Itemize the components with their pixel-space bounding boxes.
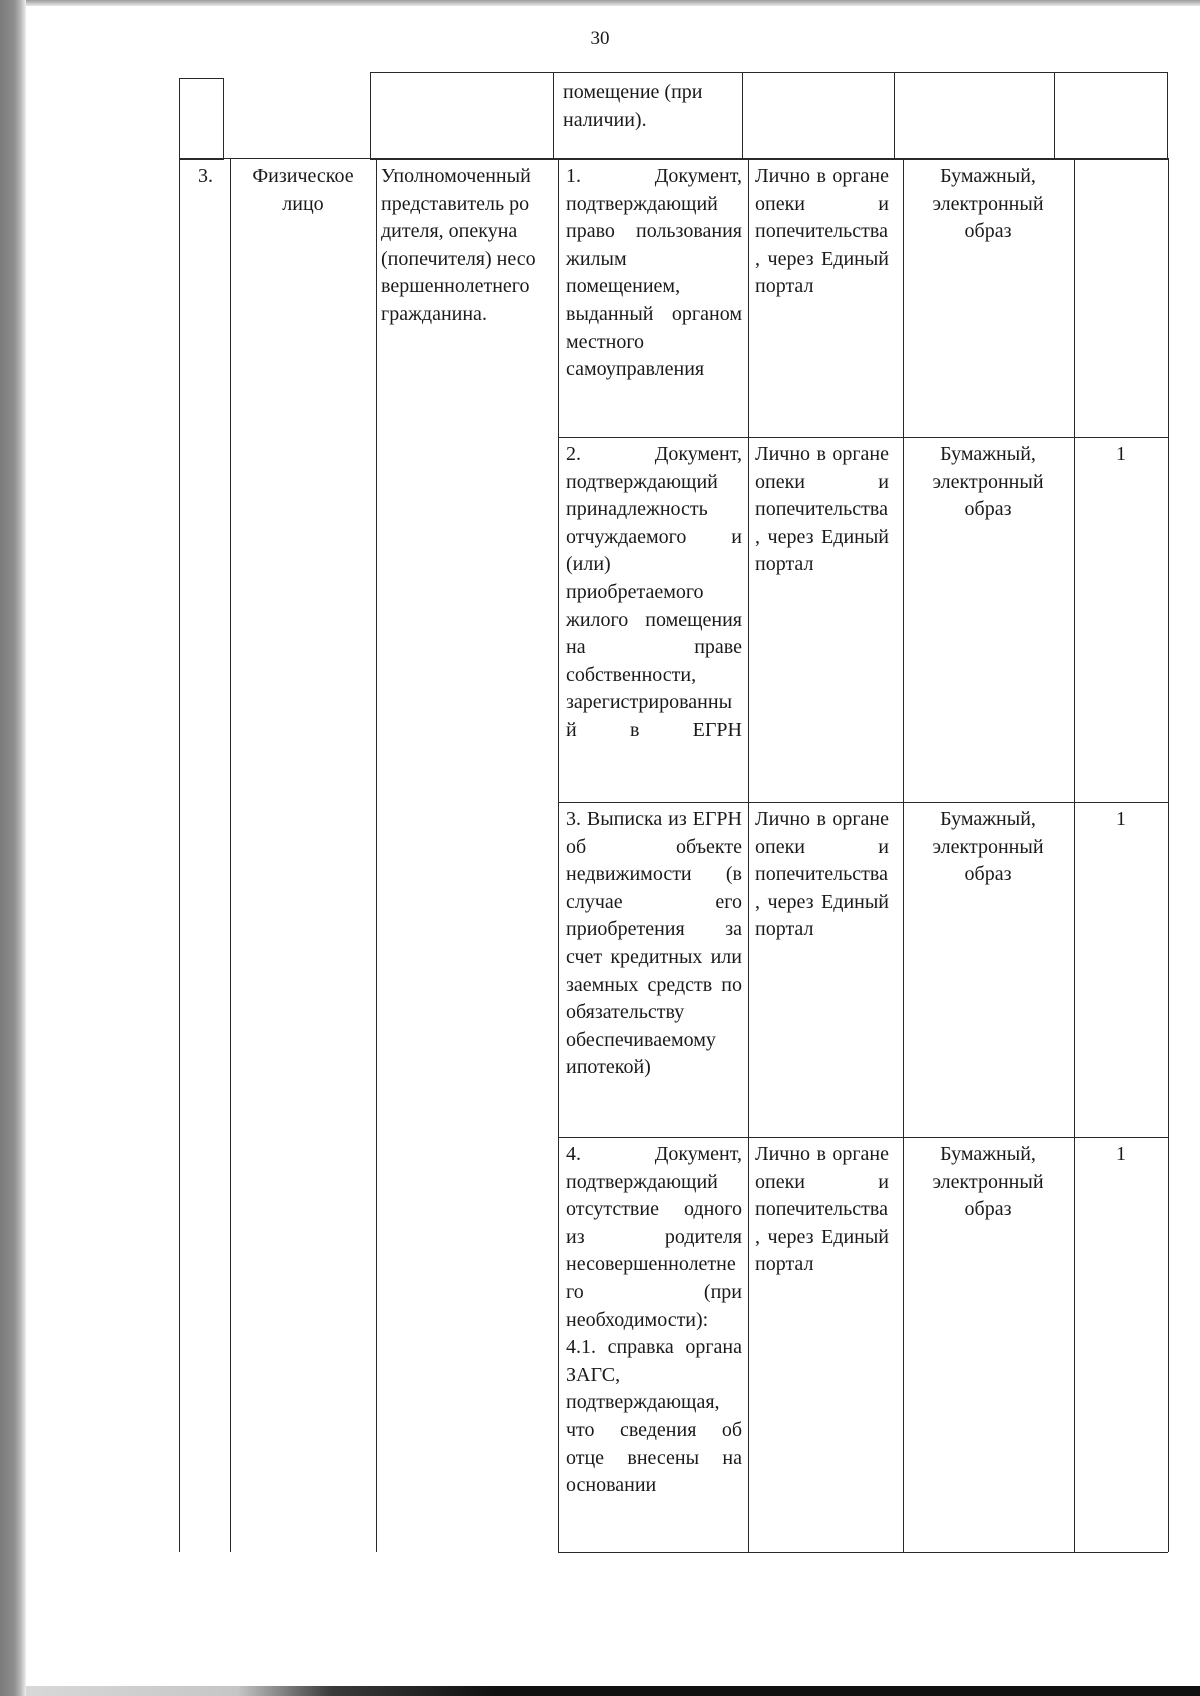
row3-top-line	[179, 158, 1168, 159]
row3-col-format-left	[903, 158, 904, 1552]
scan-bottom-edge	[26, 1686, 1200, 1696]
row3-representative: Уполномоченный представитель родителя, опекуна (попечителя) несовершеннолетнего гражданина.	[381, 165, 536, 325]
top-row-divider-1	[553, 72, 554, 160]
doc2-format: Бумажный, электронный образ	[932, 443, 1044, 521]
row3-col-method-left	[748, 158, 749, 1552]
row3-col-category-left	[230, 158, 231, 1552]
doc3-method: Лично в органе опеки и попечительства, через Единый портал	[755, 808, 889, 941]
doc1-bottom-line	[558, 437, 1168, 438]
doc1-method: Лично в органе опеки и попечительства, через Единый портал	[755, 165, 889, 298]
scan-top-edge	[0, 0, 1200, 6]
top-row-border	[370, 72, 1168, 160]
row3-number: 3.	[198, 165, 213, 187]
row3-col-representative-left	[376, 158, 377, 1552]
doc2-text: 2. Документ, подтверждающий принадлежность отчуждаемого и (или) приобретаемого жилого помещения на праве собственности, зарегистрированный в ЕГРН	[566, 443, 742, 741]
row3-col-count-left	[1074, 158, 1075, 1552]
doc3-count: 1	[1116, 808, 1126, 830]
row3-col-count-right	[1168, 158, 1169, 1552]
doc1-format: Бумажный, электронный образ	[932, 165, 1044, 243]
top-row-divider-3	[894, 72, 895, 160]
row3-col-document-left	[558, 158, 559, 1552]
doc2-method: Лично в органе опеки и попечительства, через Единый портал	[755, 443, 889, 576]
doc4-format: Бумажный, электронный образ	[932, 1143, 1044, 1221]
page-number: 30	[590, 28, 610, 49]
doc3-format: Бумажный, электронный образ	[932, 808, 1044, 886]
doc4-text: 4. Документ, подтверждающий отсутствие одного из родителя несовершеннолетнего (при необходимости): 4.1. справка органа ЗАГС, подтверждающая, что сведения об отце внесены на основании	[566, 1143, 742, 1497]
doc4-method: Лично в органе опеки и попечительства, через Единый портал	[755, 1143, 889, 1276]
doc3-text: 3. Выписка из ЕГРН об объекте недвижимости (в случае его приобретения за счет кредитных или заемных средств по обязательству обеспечиваемому ипотекой)	[566, 808, 742, 1079]
top-row-divider-2	[742, 72, 743, 160]
doc2-bottom-line	[558, 802, 1168, 803]
doc1-text: 1. Документ, подтверждающий право пользования жилым помещением, выданный органом местного самоуправления	[566, 165, 742, 381]
top-row-num-cell	[179, 78, 224, 160]
doc2-count: 1	[1116, 443, 1126, 465]
row3-col-num-left	[179, 158, 180, 1552]
scan-left-edge	[0, 0, 26, 1696]
doc3-bottom-line	[558, 1137, 1168, 1138]
top-row-divider-4	[1054, 72, 1055, 160]
doc4-bottom-line	[558, 1552, 1168, 1553]
top-row-document-text: помещение (при наличии).	[563, 81, 703, 131]
doc4-count: 1	[1116, 1143, 1126, 1165]
row3-category: Физическое лицо	[252, 165, 354, 215]
